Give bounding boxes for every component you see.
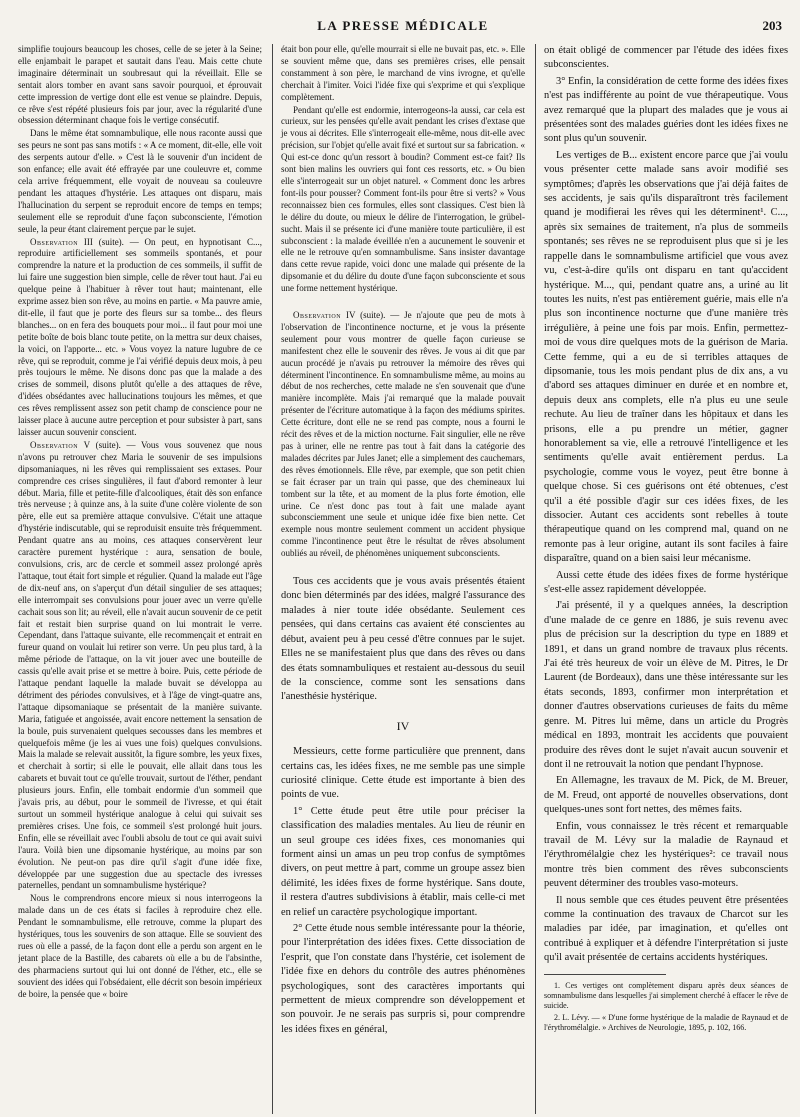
paragraph: Nous le comprendrons encore mieux si nous interrogeons la malade dans un de ces états si faciles à reproduire chez elle. Pendant le somnambulisme, elle retrouve, comme la plupart des hystériques, tous les souvenirs de son attaque. Elle se souvient des rues où elle a passé, de la façon dont elle a perdu son argent en le jetant place de la Bastille, des cabarets où elle a bu de l'absinthe, des pharmaciens surtout qui lui ont donné de l'éther, etc., elle se souvient des idées qui l'obsédaient, elle décrit son besoin impérieux de boire, la pensée que « boire [18,893,262,999]
observation-label: Observation [30,439,79,450]
paragraph: Aussi cette étude des idées fixes de forme hystérique s'est-elle assez rapidement développée. [544,569,788,596]
observation-paragraph [281,310,525,560]
observation-paragraph [18,237,262,439]
paragraph-text: IV (suite). — Je n'ajoute que peu de mots à l'observation de l'incontinence nocturne, et je vous la présente seulement pour vous montrer de quelle façon curieuse se manifestent chez elle le souvenir des rêves. Je vous ai dit que par aucun procédé je n'avais pu retrouver la mémoire des rêves qui déterminent l'incontinence. En somnambulisme même, au moins au début de nos recherches, cette malade ne s'en souvenait que d'une manière incomplète. Mais j'ai remarqué que la malade pouvait présenter de l'écriture automatique à la façon des médiums spirites. Cette écriture, dont elle ne se rend pas compte, nous a fourni le récit des rêves et de la miction nocturne. Fait singulier, elle ne rêve pas à uriner, elle ne rentre pas tout à fait dans la catégorie des malades décrites par Jules Janet; elle a simplement des cauchemars, des rêves émotionnels. Elle rêve, par exemple, que son petit chien se fait écraser par un train qui passe, que des chemineaux lui tombent sur la tête, et au moment de la plus forte émotion, elle urine. Ce n'est donc pas tout à fait une malade ayant subconsciemment une seule et unique idée fixe bien nette. Cet exemple nous montre seulement comment un accident physique comme l'incontinence peut être le résultat de rêves absolument oubliés au réveil, de phénomènes uniquement subconscients. [281,310,525,559]
paragraph: Messieurs, cette forme particulière que prennent, dans certains cas, les idées fixes, ne me semble pas une simple curiosité clinique. Cette étude est importante à bien des points de vue. [281,746,525,801]
paragraph: Les vertiges de B... existent encore parce que j'ai voulu vous présenter cette malade sans avoir modifié ses symptômes; d'après les observations que j'ai déjà faites de ses accidents, je sais qu'ils disparaîtront très facilement quand je modifierai les rêves qui les déterminent¹. C..., après six semaines de traitement, n'a plus de sommeils spontanés; ses rêves ne se reproduisent plus que si je les rappelle dans le somnambulisme artificiel que vous avez vu, c'est-à-dire qu'ils ont disparu en tant qu'accident hystérique. M..., qui, pendant quatre ans, a uriné au lit toutes les nuits, n'est pas entièrement guérie, mais elle n'a plus son incontinence nocturne que d'une manière très irrégulière, à peine une fois par mois. Enfin, permettez-moi de vous dire quelques mots de la guérison de Maria. Cette femme, qui a eu de si terribles attaques de dipsomanie, tous les mois pendant plus de dix ans, a vu d'abord ses attaques diminuer en durée et en nombre et, depuis deux ans complets, elle n'a plus eu une seule rechute. Au lieu de traîner dans les hôpitaux et dans les prisons, elle a pu prendre un métier, gagner honorablement sa vie, elle a retrouvé l'intelligence et les sentiments qu'elle avait entièrement perdus. La psychologie, comme vous le voyez, peut être bonne à quelque chose. Si ces guérisons ont été obtenues, c'est qu'il a été possible d'agir sur ces idées fixes, de les dissocier. Autant ces accidents sont rebelles à toute thérapeutique quand on les comprend mal, quand on ne remonte pas à leur origine, autant ils sont faciles à faire disparaître, quand on a bien saisi leur mécanisme. [544,149,788,565]
paragraph: 3° Enfin, la considération de cette forme des idées fixes n'est pas indifférente au point de vue thérapeutique. Vous avez remarqué que la plupart des malades que je vous ai présentées sont des malades guéries dont les idées fixes ne sont plus qu'un souvenir. [544,75,788,145]
large-type-section [544,44,788,966]
paragraph: J'ai présenté, il y a quelques années, la description d'une malade de ce genre en 1886, je suis revenu avec plus de précision sur la description du type en 1889 et 1891, et dans un grand nombre de travaux plus récents. J'ai été très heureux de voir un élève de M. Pitres, le Dr Laurent (de Bordeaux), dans une thèse intéressante sur les états seconds, 1893, confirmer mon interprétation et donner d'autres observations curieuses de faits du même genre. M. Pitres lui même, dans un article du Progrès médical en 1893, montrait les accidents que pouvaient produire des rêves dont le sujet n'avait aucun souvenir et dont il ne retrouvait la notion que pendant l'hypnose. [544,600,788,770]
paragraph: En Allemagne, les travaux de M. Pick, de M. Breuer, de M. Freud, ont apporté de nouvelles observations, dont quelques-unes sont fort nettes, des mêmes faits. [544,775,788,816]
paragraph: était bon pour elle, qu'elle mourrait si elle ne buvait pas, etc. ». Elle se souvient même que, dans ses premières crises, elle pensait constamment à son père, le marchand de vins ivrogne, et qu'elle cherchait à l'imiter. Voici l'idée fixe qui s'exprime et qui s'explique complètement. [281,44,525,102]
observation-label: Observation [30,236,79,247]
paragraph: Il nous semble que ces études peuvent être présentées comme la continuation des travaux de Charcot sur les maladies par idée, par imagination, et qu'elles ont contribué à expliquer et à défendre l'interprétation si juste qu'il avait présentée de certains accidents hystériques. [544,894,788,964]
column-2 [272,44,525,1114]
page-header [18,14,788,44]
paragraph: Enfin, vous connaissez le très récent et remarquable travail de M. Lévy sur la maladie de Raynaud et l'érythromélalgie chez les hystériques²: ce travail nous montre très bien comment des rêves subconscients peuvent déterminer des troubles vaso-moteurs. [544,820,788,890]
paragraph: simplifie toujours beaucoup les choses, celle de se jeter à la Seine; elle enjambait le parapet et sautait dans l'eau. Mais cette chute imaginaire déterminait un soubresaut qui la réveillait. Elle se sentait alors tomber en avant sans savoir pourquoi, et éprouvait cette impression de vertige dont elle est venue se plaindre. Depuis, ce rêve s'est répété plusieurs fois par jour, avec la régularité d'une obsession déterminant chaque fois le vertige consécutif. [18,44,262,126]
paragraph: 1° Cette étude peut être utile pour préciser la classification des maladies mentales. Au lieu de réunir en un seul groupe ces idées fixes, ces monomanies qui forment ainsi un amas un peu trop confus de symptômes divers, on peut mettre à part, comme un groupe assez bien délimité, les idées fixes de forme hystérique. Sans doute, il restera d'autres subdivisions à établir, mais celle-ci met en relief un caractère psychologique important. [281,805,525,918]
page-number: 203 [762,18,782,33]
paragraph-text: V (suite). — Vous vous souvenez que nous n'avons pu retrouver chez Maria le souvenir de ses impulsions dipsomaniaques, ni les rêves qui remplissaient ses extases. Pour comprendre ces crises singulières, il faut d'abord remonter à leur début. Maria, fille et petite-fille d'alcooliques, était dès son enfance très nerveuse ; à quinze ans, à la suite d'une colère violente de son père, elle eut sa première attaque convulsive. C'était une attaque d'hystérie indiscutable, qui se reproduisit ensuite très fréquemment. Pendant quatre ans au moins, ces attaques conservèrent leur caractère purement hystérique : aura, sensation de boule, convulsions, cris, arc de cercle et sommeil assez prolongé après l'attaque, tout était fort simple et régulier. Quand la malade eut l'âge de dix-neuf ans, on s'aperçut d'un détail singulier de ses attaques; elle interrompait ses convulsions pour jouer avec un verre qu'elle cachait sous son lit; au réveil, elle n'avait aucun souvenir de ce petit fait et restait bien surprise quand on lui montrait le verre. Cependant, dans l'attaque suivante, elle recommençait et entrait en fureur quand on voulait lui retirer son verre. Un peu plus tard, à la même période de l'attaque, on la vit jouer avec une bouteille de cassis qu'elle avait prise et se mettre à boire. Puis, cette période de l'attaque pendant laquelle la malade buvait se développa au détriment des périodes convulsives, et à l'âge de vingt-quatre ans, l'attaque dipsomaniaque se présentait de la manière suivante. Maria, fatiguée et angoissée, avait encore nettement la sensation de la boule, puis survenaient quelques secousses dans les membres et quelquefois même (je les ai vues une fois) quelques convulsions. Mais la malade se relevait aussitôt, la figure sombre, les yeux fixes, et cherchait à sortir; si elle le pouvait, elle allait dans tous les cabarets et buvait tout ce qu'elle trouvait, surtout de l'éther, pendant plusieurs jours. Enfin, elle tombait endormie d'un sommeil que j'avais pris, au début, pour le sommeil de l'ivresse, et qui était surtout un sommeil hystérique analogue à celui qui suivait ses premières crises. Une fois, ce sommeil s'est prolongé huit jours. Enfin, elle se réveillait avec l'oubli absolu de tout ce qui avait suivi l'aura. Voilà bien une dipsomanie hystérique, au moins par son évolution. Ne peut-on pas dire qu'il s'agit d'une idée fixe, développée par une suggestion due au spectacle des ivresses paternelles, pendant un somnambulisme hystérique? [18,439,262,891]
observation-label: Observation [293,310,342,321]
large-type-section [281,575,525,1037]
paragraph-text: III (suite). — On peut, en hypnotisant C..., reproduire artificiellement ses sommeils spontanés, et pour comprendre la nature et la production de ces sommeils, il suffit de lui faire une suggestion bien simple, celle de rêver tout haut. J'ai eu quelque peine à l'habituer à rêver tout haut; maintenant, elle exprime assez bien son rêve, au moins en partie. « Ma pauvre amie, dit-elle, il faut que je porte des fleurs sur sa tombe... des fleurs blanches... on en fera des bouquets pour moi... il faut pour moi une petite boîte de bois blanc toute petite, on la mettra sur deux chaises, la voici, on l'apporte... etc. » Vous voyez la nature lugubre de ce rêve, qui se reproduit, comme je l'ai vérifié depuis deux mois, à peu près toujours le même. Ne disons donc pas que la malade a des crises de sommeil, disons plutôt qu'elle a des attaques de rêve, d'idées obsédantes avec hallucinations toujours les mêmes, et que ces rêves remplissent assez son petit champ de conscience pour ne laisser place à aucune autre perception et pour subsister à part, sans laisser aucun souvenir conscient. [18,236,262,437]
paragraph: Pendant qu'elle est endormie, interrogeons-la aussi, car cela est curieux, sur les pensées qu'elle avait pendant les crises d'extase que je vous ai décrites. Elle s'interrogeait elle-même, nous dit-elle avec précision, sur l'objet qu'elle avait fixé et surtout sur sa fabrication. « Qui est-ce donc qu'un ressort à boudin? Comment est-ce fait? Ils sont bien malins les ouvriers qui font ces ressorts, etc. » Ou bien elle s'interrogeait sur un objet naturel. « Comment donc les arbres font-ils pour pousser? Comment font-ils pour être si verts? » Vous reconnaissez bien ces formules, elles sont classiques. C'est bien là le délire du doute, ou mieux le délire de l'interrogation, le grübel-sucht. Mais il se présente ici d'une manière toute particulière, il est subconscient : la malade éveillée n'en a aucunement le souvenir et elle ne le retrouve qu'en somnambulisme. Sans insister davantage dans cette revue rapide, voici donc une malade qui présente de la dipsomanie et du délire du doute d'une façon subconsciente et sous une forme nettement hystérique. [281,104,525,294]
footnotes [544,981,788,1033]
section-heading: IV [396,718,410,733]
paragraph: Tous ces accidents que je vous avais présentés étaient donc bien déterminés par des idées, malgré l'assurance des malades à nier toute idée obsédante. Seulement ces pensées, qui dans certains cas avaient été conscientes au début, avaient peu à peu cessé d'être connues par le sujet. Elles ne se manifestaient plus que dans des rêves ou dans des états somnambuliques et restaient au-dessous du seuil de la conscience, comme sont les sensations dans l'anesthésie hystérique. [281,576,525,703]
footnote: 2. L. Lévy. — « D'une forme hystérique de la maladie de Raynaud et de l'érythromélalgie. » Archives de Neurologie, 1895, p. 102, 166. [544,1012,788,1032]
observation-paragraph [18,440,262,892]
paragraph: 2° Cette étude nous semble intéressante pour la théorie, pour l'interprétation des idées fixes. Cette dissociation de l'esprit, que l'on constate dans l'hystérie, cet isolement de l'idée fixe en dehors du contrôle des autres phénomènes psychologiques, sont des caractères importants qui permettent de mieux comprendre son développement et son pouvoir. Je ne serais pas surpris si, pour comprendre les idées fixes en général, [281,923,525,1035]
journal-title: LA PRESSE MÉDICALE [317,18,489,33]
footnote: 1. Ces vertiges ont complètement disparu après deux séances de somnambulisme dans lesquelles j'ai simplement cherché à effacer le rêve de suicide. [544,980,788,1010]
paragraph: on était obligé de commencer par l'étude des idées fixes subconscientes. [544,45,788,71]
article-columns [18,44,788,1114]
column-1 [18,44,262,1114]
paragraph: Dans le même état somnambulique, elle nous raconte aussi que ses peurs ne sont pas sans motifs : « A ce moment, dit-elle, elle voit des serpents autour d'elle. » C'est là le souvenir d'un incident de son enfance; elle avait été effrayée par une couleuvre et, comme cela arrive fréquemment, elle voyait de nouveau sa couleuvre pendant les attaques d'hystérie. Les attaques ont disparu, mais l'hallucination du serpent se reproduit encore de temps en temps; seulement elle se reproduit d'une façon subconsciente, l'émotion seule, la peur étant clairement perçue par le sujet. [18,128,262,234]
column-3 [535,44,788,1114]
footnote-divider [544,974,666,975]
